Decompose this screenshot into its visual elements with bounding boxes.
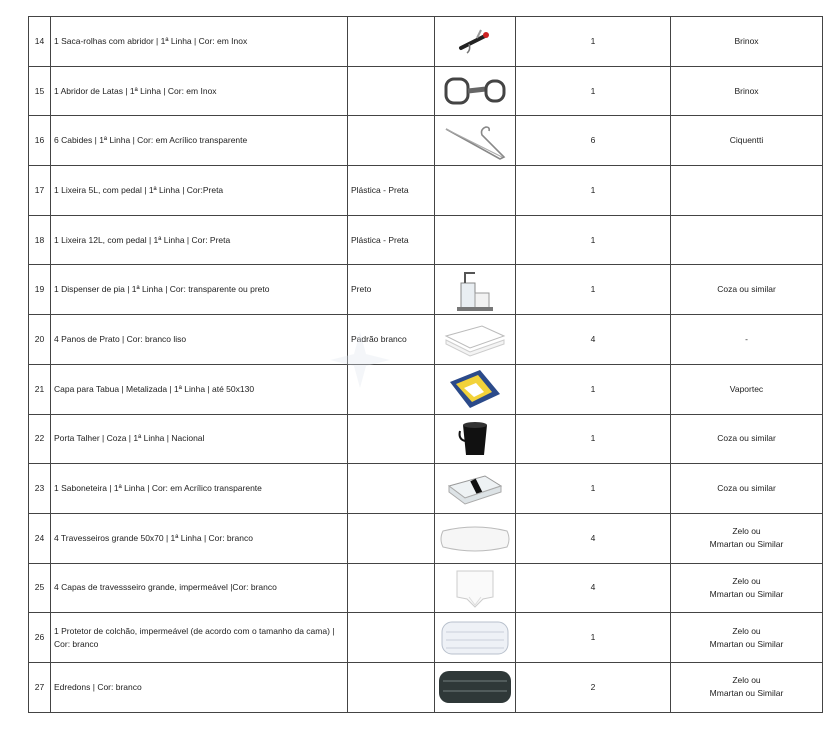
table-row [29, 17, 823, 67]
item-image [435, 613, 516, 663]
item-image [435, 66, 516, 116]
item-quantity: 1 [516, 166, 671, 216]
table-row [29, 66, 823, 116]
table-row [29, 662, 823, 712]
item-material [348, 563, 435, 613]
item-material [348, 513, 435, 563]
hanger-icon [444, 121, 506, 161]
table-row [29, 315, 823, 365]
item-description: 6 Cabides | 1ª Linha | Cor: em Acrílico transparente [51, 116, 348, 166]
ironing-board-cover-icon [446, 368, 504, 410]
item-quantity: 1 [516, 66, 671, 116]
table-row [29, 364, 823, 414]
item-image [435, 116, 516, 166]
item-material [348, 364, 435, 414]
item-brand [671, 364, 823, 414]
mattress-protector-icon [438, 618, 512, 658]
item-description: 1 Abridor de Latas | 1ª Linha | Cor: em Inox [51, 66, 348, 116]
items-table [28, 16, 823, 713]
item-quantity: 1 [516, 613, 671, 663]
item-brand [671, 414, 823, 464]
table-row [29, 116, 823, 166]
table-row [29, 215, 823, 265]
item-brand [671, 116, 823, 166]
item-image [435, 464, 516, 514]
item-material [348, 613, 435, 663]
soap-dish-icon [445, 472, 505, 506]
item-brand-text: Ciquentti [729, 135, 764, 146]
item-number: 24 [29, 513, 51, 563]
item-brand [671, 464, 823, 514]
item-image [435, 513, 516, 563]
table-row [29, 464, 823, 514]
item-material: Padrão branco [348, 315, 435, 365]
item-material [348, 662, 435, 712]
item-brand-text: Zelo ou Mmartan ou Similar [709, 575, 784, 599]
table-row [29, 513, 823, 563]
pillow-cover-icon [453, 567, 497, 609]
corkscrew-icon [455, 26, 495, 56]
item-description: 1 Lixeira 12L, com pedal | 1ª Linha | Cor: Preta [51, 215, 348, 265]
pillow-icon [439, 523, 511, 553]
item-brand [671, 513, 823, 563]
item-brand [671, 315, 823, 365]
item-description: 1 Saboneteira | 1ª Linha | Cor: em Acrílico transparente [51, 464, 348, 514]
item-brand-text: Coza ou similar [717, 483, 776, 494]
item-brand [671, 662, 823, 712]
item-image [435, 662, 516, 712]
item-brand-text: Vaportec [729, 383, 764, 394]
item-material [348, 66, 435, 116]
item-number: 26 [29, 613, 51, 663]
item-brand [671, 265, 823, 315]
item-brand [671, 613, 823, 663]
item-number: 15 [29, 66, 51, 116]
item-number: 20 [29, 315, 51, 365]
item-number: 21 [29, 364, 51, 414]
item-description: 1 Lixeira 5L, com pedal | 1ª Linha | Cor:Preta [51, 166, 348, 216]
item-description: 4 Travesseiros grande 50x70 | 1ª Linha | Cor: branco [51, 513, 348, 563]
item-number: 23 [29, 464, 51, 514]
table-row [29, 166, 823, 216]
item-brand [671, 215, 823, 265]
item-quantity: 1 [516, 364, 671, 414]
item-quantity: 1 [516, 464, 671, 514]
table-row [29, 563, 823, 613]
item-quantity: 2 [516, 662, 671, 712]
item-number: 25 [29, 563, 51, 613]
item-number: 14 [29, 17, 51, 67]
item-material [348, 116, 435, 166]
item-quantity: 1 [516, 215, 671, 265]
can-opener-icon [442, 73, 508, 109]
item-material: Preto [348, 265, 435, 315]
item-brand-text: Zelo ou Mmartan ou Similar [709, 625, 784, 649]
item-brand-text: Coza ou similar [717, 284, 776, 295]
item-brand [671, 66, 823, 116]
item-image [435, 364, 516, 414]
item-number: 22 [29, 414, 51, 464]
item-brand [671, 17, 823, 67]
item-description: 1 Dispenser de pia | 1ª Linha | Cor: transparente ou preto [51, 265, 348, 315]
item-description: Capa para Tabua | Metalizada | 1ª Linha | até 50x130 [51, 364, 348, 414]
item-image [435, 215, 516, 265]
item-number: 16 [29, 116, 51, 166]
item-material [348, 17, 435, 67]
item-number: 27 [29, 662, 51, 712]
item-image [435, 166, 516, 216]
item-image [435, 17, 516, 67]
duvet-icon [437, 667, 513, 707]
table-row [29, 414, 823, 464]
item-brand-text: Brinox [734, 85, 759, 96]
item-quantity: 4 [516, 513, 671, 563]
item-description: 4 Panos de Prato | Cor: branco liso [51, 315, 348, 365]
table-row [29, 613, 823, 663]
item-quantity: 6 [516, 116, 671, 166]
item-image [435, 315, 516, 365]
item-quantity: 1 [516, 265, 671, 315]
item-image [435, 265, 516, 315]
item-quantity: 4 [516, 315, 671, 365]
item-description: Edredons | Cor: branco [51, 662, 348, 712]
dish-towels-icon [442, 322, 508, 356]
item-brand-text: Coza ou similar [717, 433, 776, 444]
item-brand-text: Zelo ou Mmartan ou Similar [709, 675, 784, 699]
item-brand-text: Brinox [734, 35, 759, 46]
table-row [29, 265, 823, 315]
item-description: 4 Capas de travessseiro grande, impermeável |Cor: branco [51, 563, 348, 613]
item-material: Plástica - Preta [348, 215, 435, 265]
item-material [348, 414, 435, 464]
cutlery-holder-icon [458, 419, 492, 459]
item-material [348, 464, 435, 514]
item-brand [671, 166, 823, 216]
item-number: 17 [29, 166, 51, 216]
soap-dispenser-icon [455, 267, 495, 313]
item-number: 19 [29, 265, 51, 315]
item-quantity: 1 [516, 17, 671, 67]
item-number: 18 [29, 215, 51, 265]
item-description: 1 Protetor de colchão, impermeável (de acordo com o tamanho da cama) | Cor: branco [51, 613, 348, 663]
item-brand-text: Zelo ou Mmartan ou Similar [709, 526, 784, 550]
item-description: Porta Talher | Coza | 1ª Linha | Nacional [51, 414, 348, 464]
item-quantity: 1 [516, 414, 671, 464]
item-brand [671, 563, 823, 613]
item-image [435, 563, 516, 613]
item-description: 1 Saca-rolhas com abridor | 1ª Linha | Cor: em Inox [51, 17, 348, 67]
item-quantity: 4 [516, 563, 671, 613]
item-brand-text: - [745, 333, 748, 344]
item-image [435, 414, 516, 464]
item-material: Plástica - Preta [348, 166, 435, 216]
